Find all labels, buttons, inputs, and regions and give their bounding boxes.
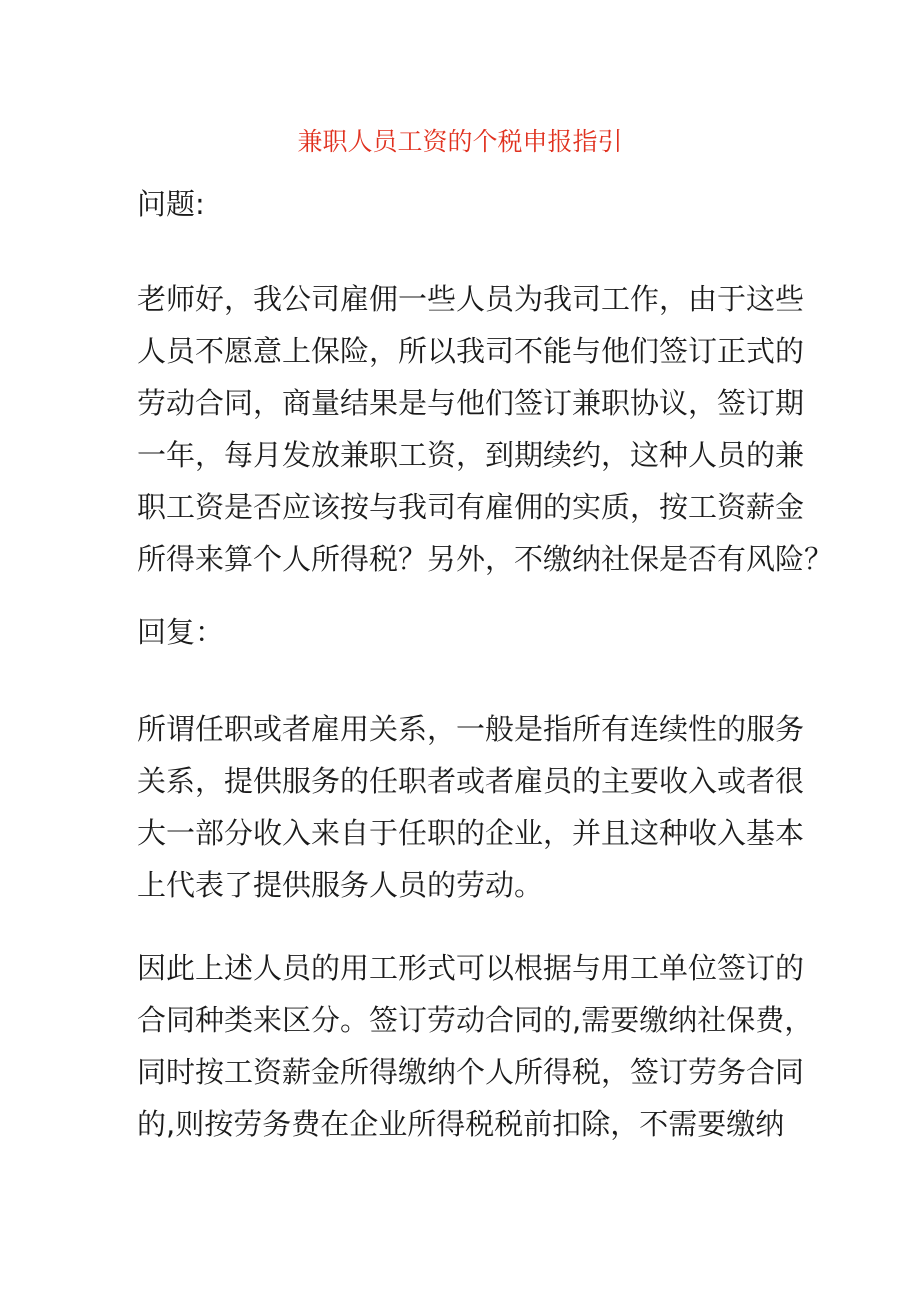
reply-line: 上代表了提供服务人员的劳动。 — [137, 868, 544, 902]
question-label: 问题: — [137, 187, 205, 221]
reply-line: 大一部分收入来自于任职的企业，并且这种收入基本 — [137, 816, 805, 850]
document-title: 兼职人员工资的个税申报指引 — [297, 127, 623, 156]
reply-paragraph-2 — [137, 942, 814, 1150]
question-paragraph — [137, 273, 834, 585]
reply-line: 合同种类来区分。签订劳动合同的,需要缴纳社保费， — [137, 1003, 814, 1037]
question-line: 一年，每月发放兼职工资，到期续约，这种人员的兼 — [137, 438, 805, 472]
question-line: 老师好，我公司雇佣一些人员为我司工作，由于这些 — [137, 282, 805, 316]
reply-line: 关系，提供服务的任职者或者雇员的主要收入或者很 — [137, 764, 805, 798]
question-line: 劳动合同，商量结果是与他们签订兼职协议，签订期 — [137, 386, 805, 420]
reply-label: 回复： — [137, 615, 225, 649]
question-line: 人员不愿意上保险，所以我司不能与他们签订正式的 — [137, 334, 805, 368]
reply-paragraph-1 — [137, 703, 805, 911]
reply-line: 所谓任职或者雇用关系，一般是指所有连续性的服务 — [137, 712, 805, 746]
question-line: 职工资是否应该按与我司有雇佣的实质，按工资薪金 — [137, 490, 805, 524]
reply-line: 同时按工资薪金所得缴纳个人所得税，签订劳务合同 — [137, 1055, 805, 1089]
question-line: 所得来算个人所得税？另外，不缴纳社保是否有风险？ — [137, 542, 834, 576]
reply-line: 的,则按劳务费在企业所得税税前扣除，不需要缴纳 — [137, 1107, 785, 1141]
reply-line: 因此上述人员的用工形式可以根据与用工单位签订的 — [137, 951, 805, 985]
